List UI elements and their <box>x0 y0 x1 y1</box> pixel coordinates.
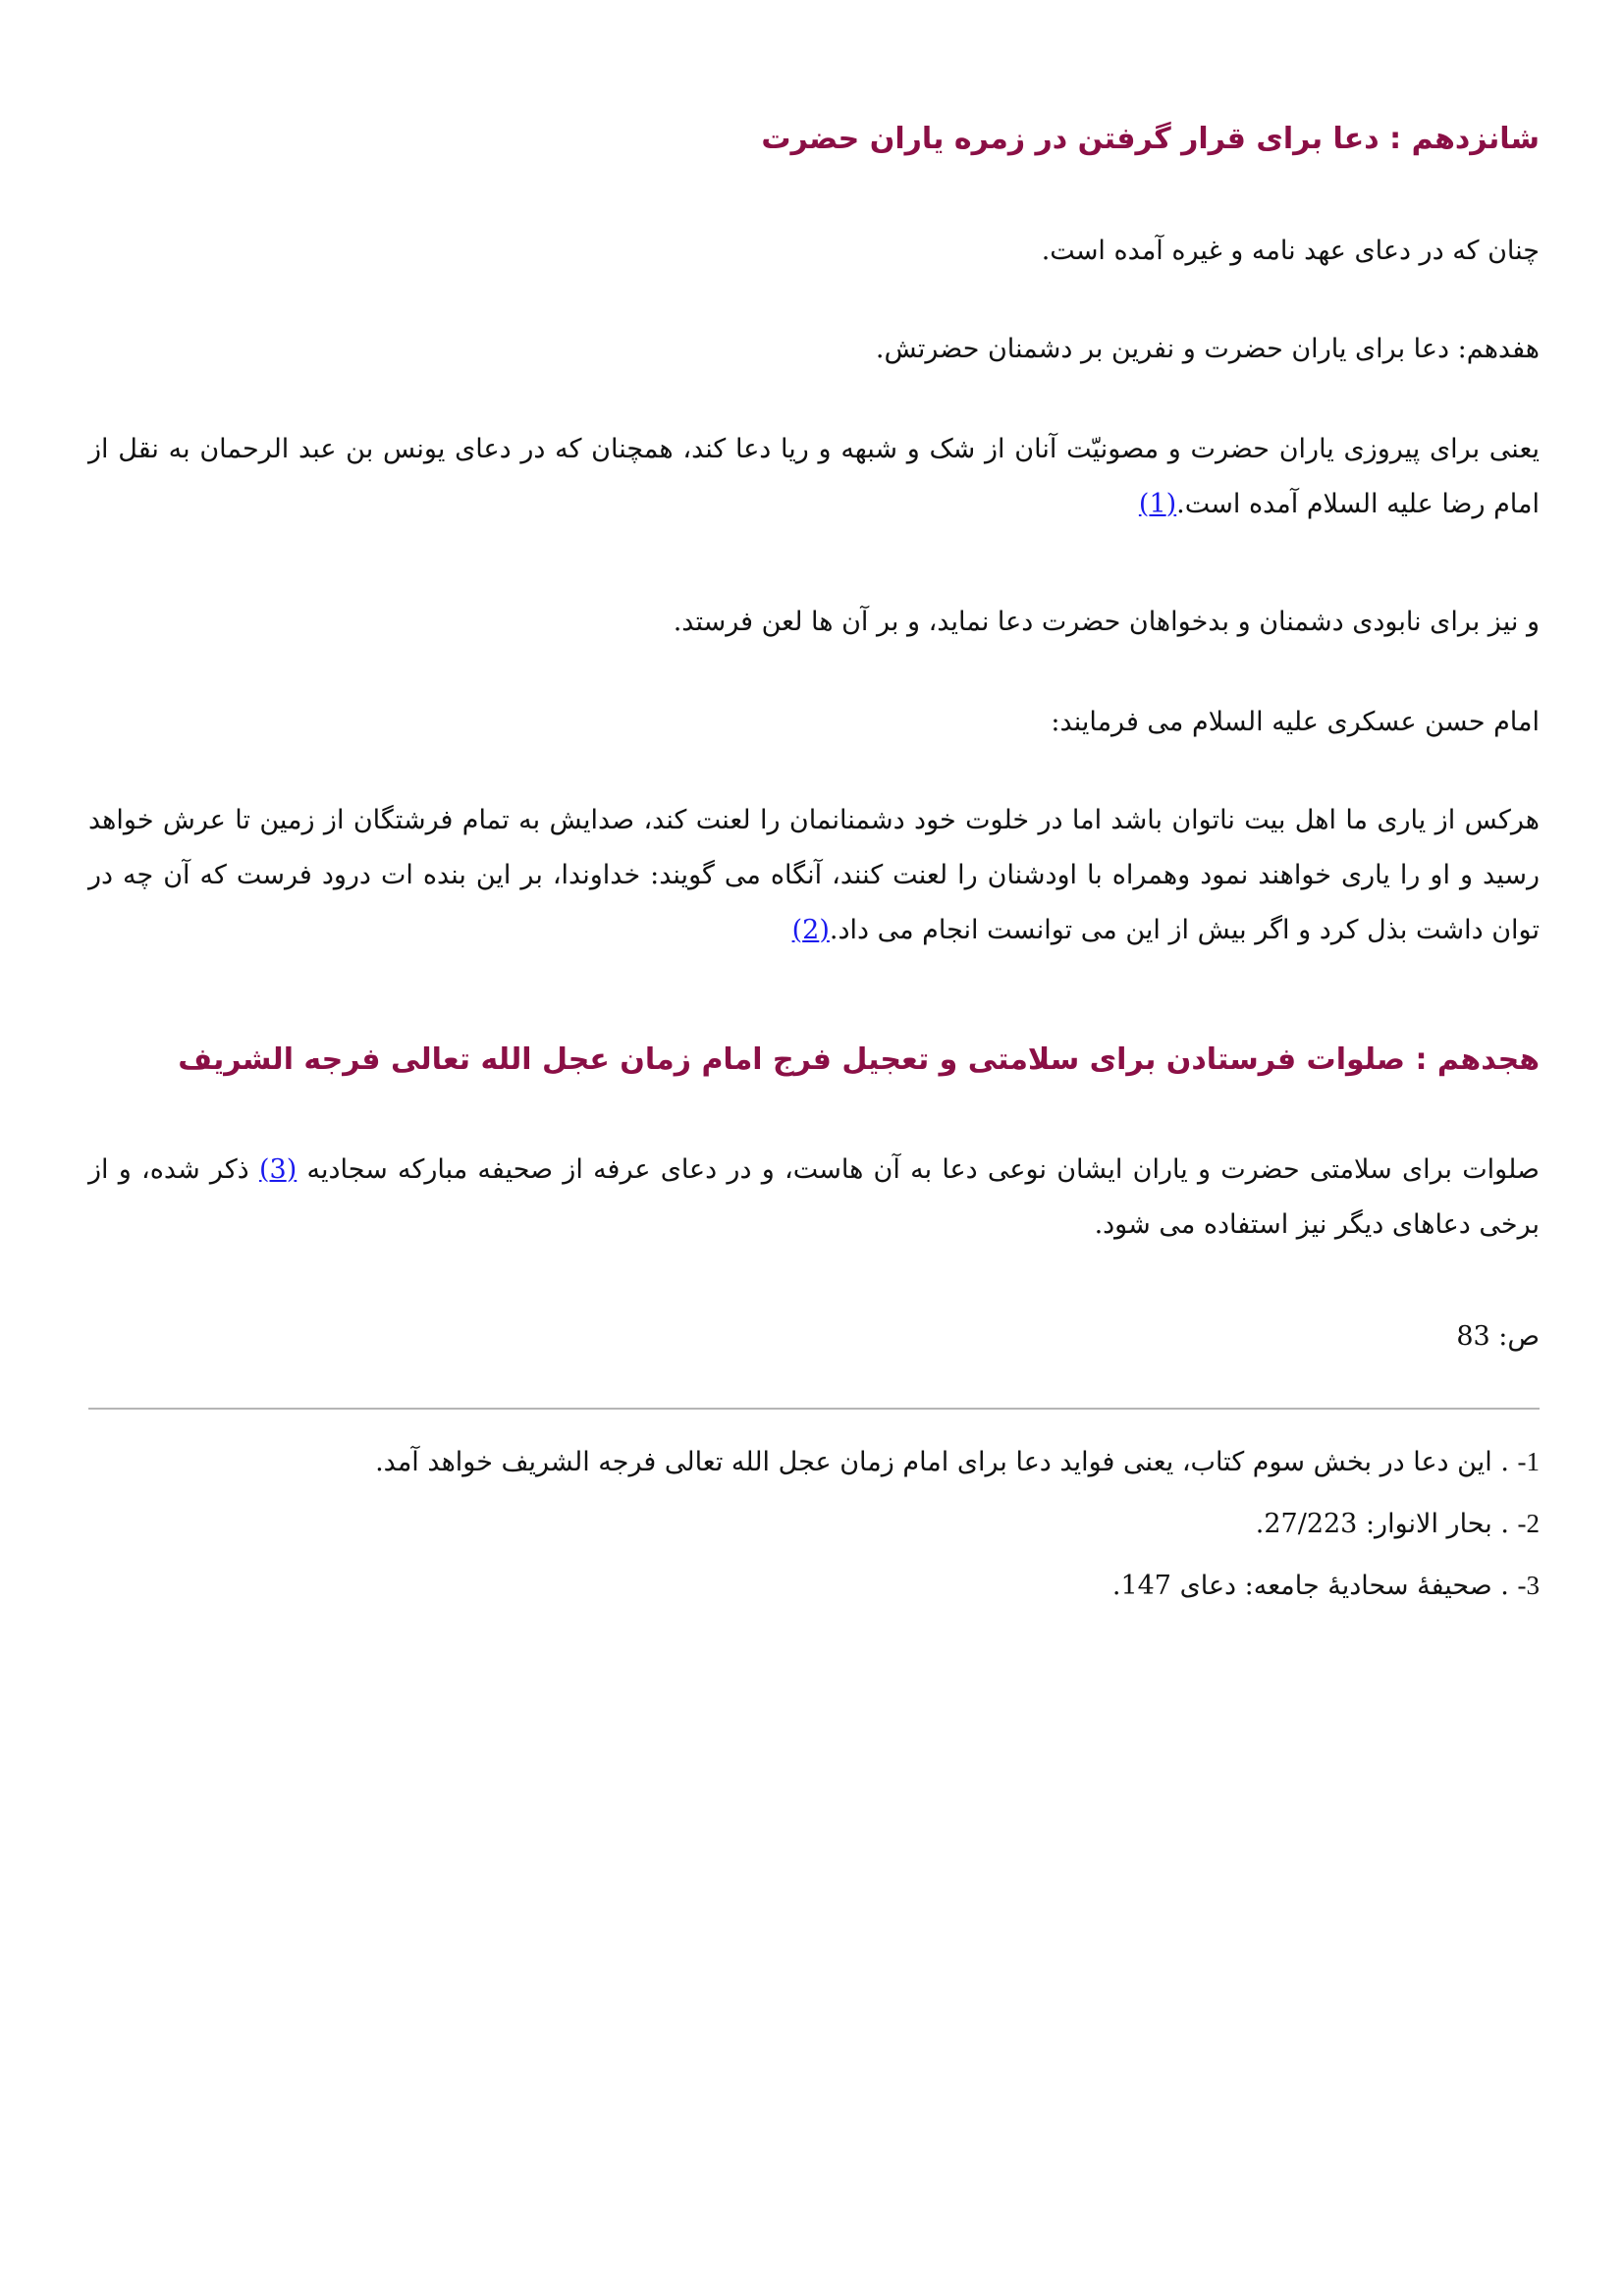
footnote-number: 3- <box>1517 1571 1540 1600</box>
footnote-number: 1- <box>1517 1447 1540 1476</box>
paragraph-16: چنان که در دعای عهد نامه و غیره آمده است. <box>1041 236 1540 266</box>
footnote-text: . این دعا در بخش سوم کتاب، یعنی فواید دعا برای امام زمان عجل الله تعالی فرجه الشریف خواهد آمد. <box>375 1447 1509 1477</box>
paragraph-18-text-before: صلوات برای سلامتی حضرت و یاران ایشان نوعی دعا به آن هاست، و در دعای عرفه از صحیفه مبارکه سجادیه <box>306 1154 1540 1185</box>
section-heading-16: شانزدهم : دعا برای قرار گرفتن در زمره یاران حضرت <box>761 122 1540 156</box>
section-heading-18: هجدهم : صلوات فرستادن برای سلامتی و تعجیل فرج امام زمان عجل الله تعالی فرجه الشریف <box>178 1042 1540 1077</box>
paragraph-17b: و نیز برای نابودی دشمنان و بدخواهان حضرت دعا نماید، و بر آن ها لعن فرستد. <box>673 607 1540 637</box>
footnote-number: 2- <box>1517 1509 1540 1538</box>
footnote-item <box>88 1493 1540 1555</box>
footnote-text: . صحیفهٔ سحادیهٔ جامعه: دعای 147. <box>1111 1571 1509 1601</box>
paragraph-17a <box>88 422 1540 532</box>
footnote-ref-3[interactable]: (3) <box>258 1154 298 1185</box>
paragraph-18 <box>88 1143 1540 1253</box>
footnote-text: . بحار الانوار: 27/223. <box>1255 1509 1509 1539</box>
paragraph-18-text-after: ذکر شده، و از برخی دعاهای دیگر نیز استفاده می شود. <box>88 1154 1540 1240</box>
footnote-ref-2[interactable]: (2) <box>791 915 830 945</box>
paragraph-17-title: هفدهم: دعا برای یاران حضرت و نفرین بر دشمنان حضرتش. <box>875 334 1540 364</box>
footnote-item <box>88 1555 1540 1617</box>
footnote-list <box>88 1431 1540 1617</box>
paragraph-17a-text: یعنی برای پیروزی یاران حضرت و مصونیّت آنان از شک و شبهه و ریا دعا کند، همچنان که در دعای یونس بن عبد الرحمان به نقل از امام رضا علیه السلام آمده است. <box>88 434 1540 519</box>
page-number: ص: 83 <box>1456 1321 1540 1352</box>
document-page <box>88 0 1540 2296</box>
footnote-item <box>88 1431 1540 1493</box>
footnote-divider <box>88 1408 1540 1410</box>
paragraph-17c: امام حسن عسکری علیه السلام می فرمایند: <box>1051 707 1540 737</box>
paragraph-17d-text: هرکس از یاری ما اهل بیت ناتوان باشد اما در خلوت خود دشمنانمان را لعنت کند، صدایش به تمام فرشتگان از زمین تا عرش خواهد رسید و او را یاری خواهند نمود وهمراه با اودشنان را لعنت کنند، آنگاه می گویند: خداوندا، بر این بنده ات درود فرست که آن چه در توان داشت بذل کرد و اگر بیش از این می توانست انجام می داد. <box>88 805 1540 945</box>
paragraph-17d <box>88 793 1540 958</box>
footnote-ref-1[interactable]: (1) <box>1138 489 1177 519</box>
